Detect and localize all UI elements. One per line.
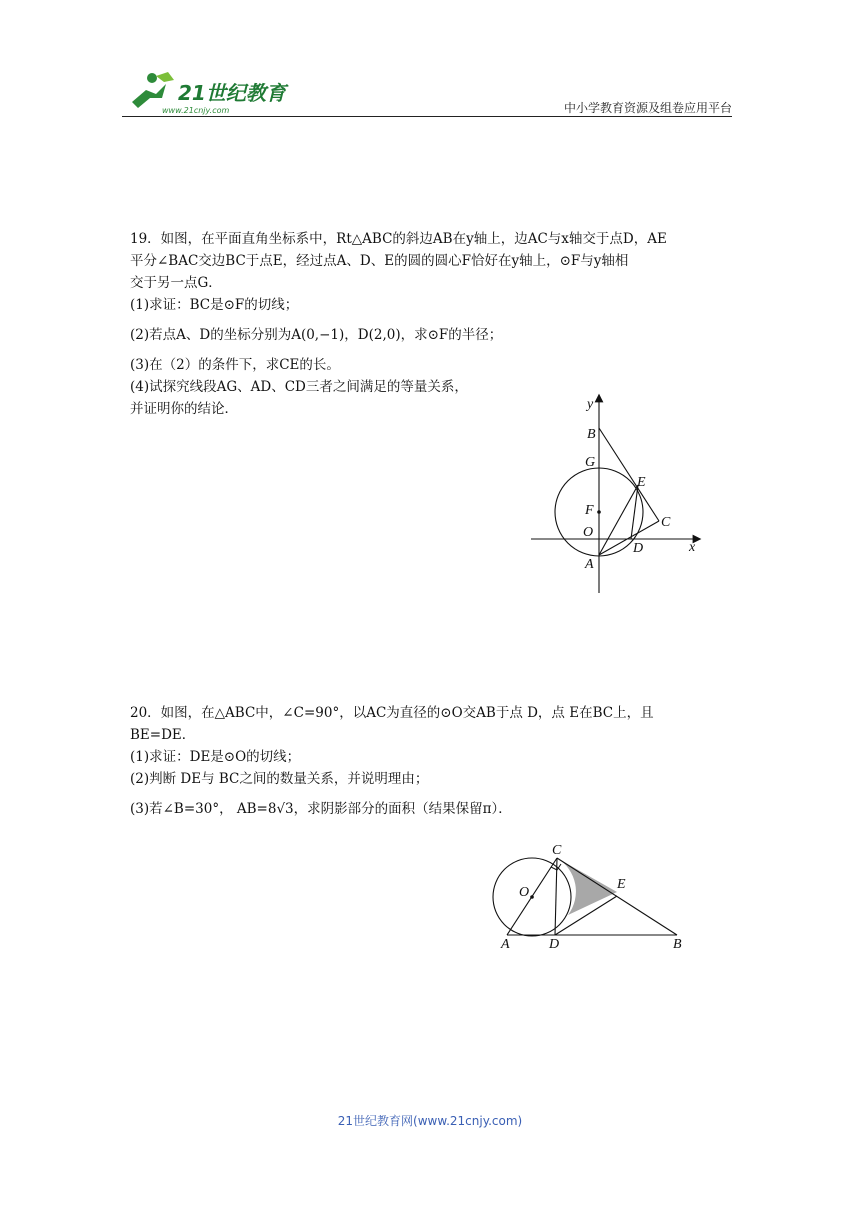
center-point-o: [530, 895, 534, 899]
label-o: O: [519, 885, 530, 900]
q20-part-2: (2)判断 DE与 BC之间的数量关系，并说明理由；: [130, 771, 429, 787]
shaded-region: [557, 858, 617, 915]
q20-line: 20．如图，在△ABC中，∠C=90°，以AC为直径的⊙O交AB于点 D，点 E在BC上，且: [130, 705, 654, 721]
logo-text: 21世纪教育: [178, 81, 286, 105]
q20-part-1: (1)求证：DE是⊙O的切线；: [130, 749, 301, 765]
logo-url: www.21cnjy.com: [162, 106, 230, 115]
label-o: O: [583, 525, 594, 540]
label-d: D: [633, 541, 644, 556]
label-d: D: [549, 937, 560, 952]
footer-link[interactable]: 21世纪教育网(www.21cnjy.com): [337, 1114, 523, 1128]
q19-line: 交于另一点G．: [130, 275, 222, 291]
label-e: E: [617, 877, 626, 892]
label-x: x: [689, 540, 696, 555]
question-20: [130, 702, 730, 820]
q19-part-4-cont: 并证明你的结论．: [130, 401, 238, 417]
platform-name: 中小学教育资源及组卷应用平台: [563, 101, 732, 115]
q19-part-1: (1)求证：BC是⊙F的切线；: [130, 297, 299, 313]
q20-part-3: (3)若∠B=30°， AB=8√3，求阴影部分的面积（结果保留π）．: [130, 801, 512, 817]
label-c: C: [552, 843, 562, 858]
runner-icon: [132, 72, 174, 108]
q20-figure: [485, 840, 695, 955]
q19-line: 平分∠BAC交边BC于点E，经过点A、D、E的圆的圆心F恰好在y轴上，⊙F与y轴相: [130, 253, 629, 269]
segment-ed: [631, 485, 638, 539]
label-b: B: [587, 427, 596, 442]
q20-line: BE=DE．: [130, 727, 196, 743]
q19-part-3: (3)在（2）的条件下，求CE的长。: [130, 357, 340, 373]
segment-bc: [599, 428, 659, 521]
site-logo: [122, 68, 292, 116]
q19-line: 19．如图，在平面直角坐标系中，Rt△ABC的斜边AB在y轴上，边AC与x轴交于点D，AE: [130, 231, 667, 247]
label-g: G: [585, 455, 596, 470]
center-point-f: [597, 510, 601, 514]
label-a: A: [585, 557, 594, 572]
label-a: A: [501, 937, 510, 952]
q19-part-4: (4)试探究线段AG、AD、CD三者之间满足的等量关系，: [130, 379, 468, 395]
q19-figure: [525, 390, 705, 600]
label-b: B: [673, 937, 682, 952]
label-y: y: [587, 397, 594, 412]
header-divider: [122, 116, 732, 117]
label-c: C: [661, 515, 671, 530]
q19-part-2: (2)若点A、D的坐标分别为A(0,−1)，D(2,0)，求⊙F的半径；: [130, 327, 503, 343]
label-e: E: [637, 475, 646, 490]
label-f: F: [585, 503, 594, 518]
